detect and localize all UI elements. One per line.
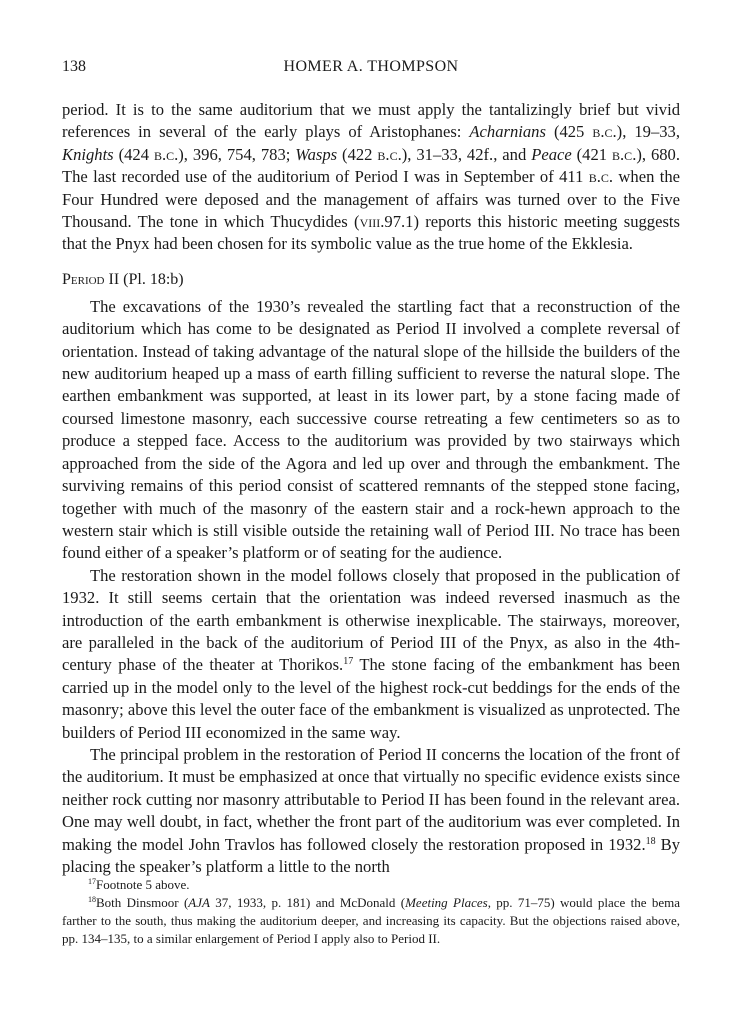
section-heading xyxy=(62,269,680,291)
footnote-ref-17[interactable]: 17 xyxy=(343,656,354,668)
paragraph-4 xyxy=(62,744,680,878)
play-title-peace: Peace xyxy=(531,144,572,164)
footnote-18 xyxy=(62,894,680,948)
main-text xyxy=(62,99,680,878)
play-title-wasps: Wasps xyxy=(295,144,338,164)
footnote-text: Both Dinsmoor ( xyxy=(96,895,189,910)
footnote-number: 18 xyxy=(88,895,96,904)
text-run: The stone facing of the embankment has been carried up in the model only to the level of the highest rock-cut beddings for the ends of the masonry; above this level the outer face of the embankment is visualized as unprotected. The builders of Period III economized in the same way. xyxy=(62,655,681,742)
footnote-text: , pp. 71–75) would place the bema farther to the south, thus making the auditorium deeper, and increasing its capacity. But the objections raised above, pp. 134–135, to a similar enlargement of Period I apply also to Period II. xyxy=(62,895,680,946)
page-number: 138 xyxy=(62,58,86,75)
text-run: ), 680. The last recorded use of the auditorium of Period I was in September of 411 xyxy=(62,144,680,187)
text-run: (425 xyxy=(545,122,593,142)
paragraph-1 xyxy=(62,99,680,256)
bc-abbrev: b.c. xyxy=(592,122,617,142)
text-run: ), 396, 754, 783; xyxy=(178,144,296,164)
text-run: The principal problem in the restoration of Period II concerns the location of the front of the auditorium. It must be emphasized at once that virtually no specific evidence exists since neither rock cutting nor masonry attributable to Period II has been found in the relevant area. One may well doubt, in fact, whether the front part of the auditorium was ever completed. In making the model John Travlos has followed closely the restoration proposed in 1932. xyxy=(62,744,680,854)
footnote-17 xyxy=(62,876,680,894)
footnote-number: 17 xyxy=(88,877,96,886)
footnotes xyxy=(62,876,680,948)
text-run: By placing the speaker’s platform a little to the north xyxy=(62,834,681,876)
footnote-text: Footnote 5 above. xyxy=(96,877,190,892)
play-title-knights: Knights xyxy=(62,144,114,164)
page-header xyxy=(62,58,680,80)
section-heading-rest: II (Pl. 18:b) xyxy=(104,270,184,288)
paragraph-2: The excavations of the 1930’s revealed the startling fact that a reconstruction of the auditorium which has come to be designated as Period II involved a complete reversal of orientation. Instead of taking advantage of the natural slope of the hillside the builders of the new auditorium heaped up a mass of earth filling sufficient to reverse the natural slope. The earthen embankment was supported, at least in its lower part, by a stone facing made of coursed limestone masonry, each successive course retreating a few centimeters so as to produce a stepped face. Access to the auditorium was provided by two stairways which approached from the side of the Agora and led up over and through the embankment. The surviving remains of this period consist of scattered remnants of the stepped stone facing, together with much of the masonry of the eastern stair and a rock-hewn approach to the western stair which is still visible outside the retaining wall of Period III. No trace has been found either of a speaker’s platform or of seating for the audience. xyxy=(62,296,680,563)
bc-abbrev: b.c. xyxy=(377,144,402,164)
bc-abbrev: b.c. xyxy=(153,144,179,164)
thucydides-reference: viii.97.1 xyxy=(359,212,414,232)
text-run: (424 xyxy=(113,144,154,164)
running-head: HOMER A. THOMPSON xyxy=(283,58,459,75)
footnote-ref-18[interactable]: 18 xyxy=(645,835,656,847)
play-title-acharnians: Acharnians xyxy=(469,122,546,142)
bc-abbrev: b.c. xyxy=(588,167,614,187)
section-heading-period: Period xyxy=(62,270,105,288)
journal-title-aja: AJA xyxy=(188,895,210,910)
text-run: (422 xyxy=(337,144,378,164)
text-run: ), 19–33, xyxy=(616,122,680,142)
paragraph-3 xyxy=(62,565,680,744)
text-run: ), 31–33, 42f., and xyxy=(401,144,532,164)
book-title-meeting-places: Meeting Places xyxy=(405,895,488,910)
bc-abbrev: b.c. xyxy=(612,144,637,164)
text-run: (421 xyxy=(571,144,613,164)
text-run: The restoration shown in the model follows closely that proposed in the publication of 1932. It still seems certain that the orientation was indeed reversed inasmuch as the introduction of the earth embankment is otherwise inexplicable. The stairways, moreover, are paralleled in the back of the auditorium of Period III of the Pnyx, as also in the 4th-century phase of the theater at Thorikos. xyxy=(62,565,680,675)
text-run: ) reports this historic meeting suggests that the Pnyx had been chosen for its symbolic value as the true home of the Ekklesia. xyxy=(62,212,680,254)
footnote-text: 37, 1933, p. 181) and McDonald ( xyxy=(209,895,406,910)
text-run: when the Four Hundred were deposed and the management of affairs was turned over to the Five Thousand. The tone in which Thucydides ( xyxy=(62,167,680,232)
text-run: period. It is to the same auditorium that we must apply the tantalizingly brief but vivid references in several of the early plays of Aristophanes: xyxy=(62,100,680,142)
